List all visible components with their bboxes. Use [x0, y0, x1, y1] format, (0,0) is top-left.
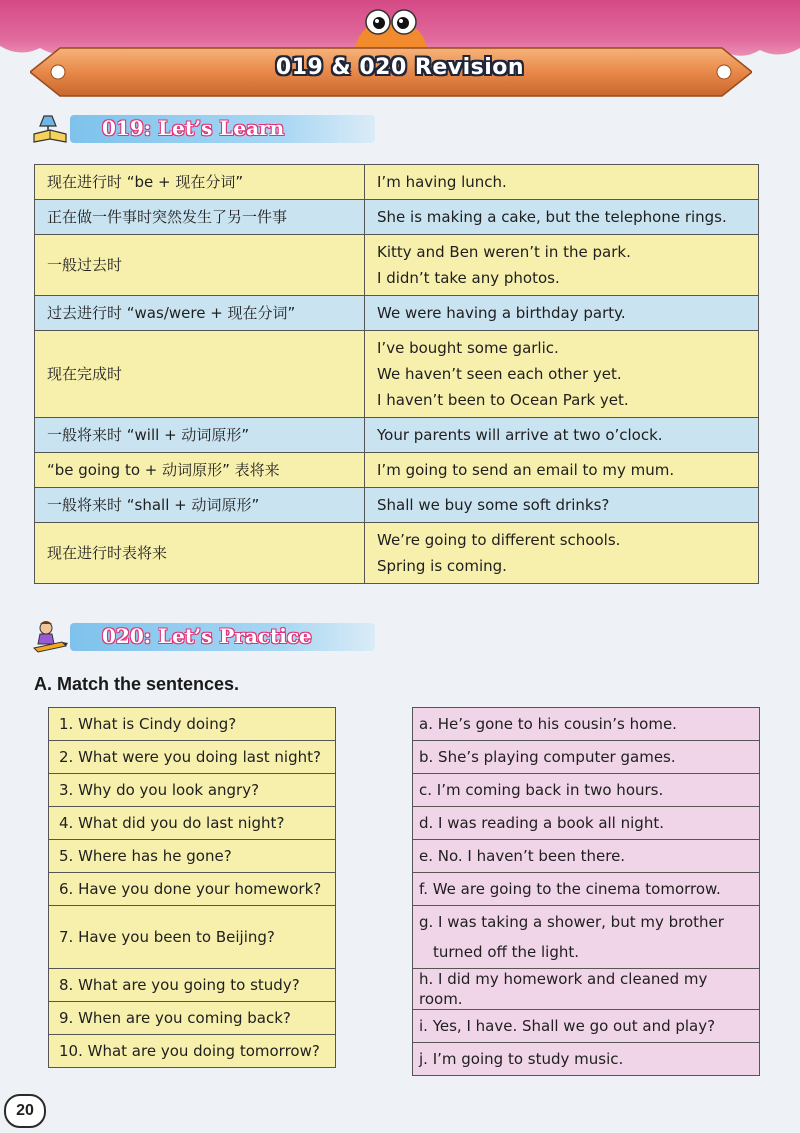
answer-line: g. I was taking a shower, but my brother [419, 913, 724, 931]
grammar-examples [365, 296, 759, 331]
grammar-row [35, 418, 759, 453]
question-row [49, 708, 336, 741]
grammar-examples [365, 235, 759, 296]
answer-row [413, 873, 760, 906]
example-sentence: Your parents will arrive at two o’clock. [377, 426, 663, 444]
question-row [49, 1002, 336, 1035]
grammar-examples [365, 488, 759, 523]
page-number: 20 [4, 1094, 46, 1128]
grammar-rule: 现在进行时表将来 [35, 523, 365, 584]
grammar-examples [365, 165, 759, 200]
practice-heading-text: 020: Let’s Practice [102, 624, 312, 648]
answer-text: h. I did my homework and cleaned my room. [413, 969, 760, 1010]
answer-text: a. He’s gone to his cousin’s home. [413, 708, 760, 741]
question-row [49, 969, 336, 1002]
example-sentence: I’ve bought some garlic. [377, 339, 559, 357]
question-row [49, 807, 336, 840]
question-row [49, 906, 336, 969]
grammar-table [34, 164, 759, 584]
question-text: 9. When are you coming back? [49, 1002, 336, 1035]
example-sentence: I didn’t take any photos. [377, 269, 560, 287]
answer-row [413, 708, 760, 741]
question-text: 6. Have you done your homework? [49, 873, 336, 906]
example-sentence: We’re going to different schools. [377, 531, 621, 549]
question-text: 10. What are you doing tomorrow? [49, 1035, 336, 1068]
grammar-row [35, 235, 759, 296]
learn-heading-text: 019: Let’s Learn [102, 116, 285, 140]
example-sentence: I’m going to send an email to my mum. [377, 461, 675, 479]
practice-section-heading [30, 620, 360, 654]
question-row [49, 873, 336, 906]
answer-row [413, 774, 760, 807]
answer-line-continued: turned off the light. [433, 943, 579, 961]
answer-row [413, 969, 760, 1010]
example-sentence: We were having a birthday party. [377, 304, 626, 322]
answer-row [413, 741, 760, 774]
answer-row [413, 1043, 760, 1076]
grammar-rule: 一般过去时 [35, 235, 365, 296]
answer-text: e. No. I haven’t been there. [413, 840, 760, 873]
grammar-row [35, 488, 759, 523]
grammar-rule: 现在进行时 “be + 现在分词” [35, 165, 365, 200]
example-sentence: She is making a cake, but the telephone rings. [377, 208, 727, 226]
example-sentence: Kitty and Ben weren’t in the park. [377, 243, 631, 261]
grammar-examples [365, 418, 759, 453]
answer-text: f. We are going to the cinema tomorrow. [413, 873, 760, 906]
learn-section-heading [30, 112, 360, 146]
pencil-kid-icon [30, 620, 70, 654]
example-sentence: We haven’t seen each other yet. [377, 365, 622, 383]
questions-table [48, 707, 336, 1068]
book-lamp-icon [30, 112, 70, 146]
answer-text: c. I’m coming back in two hours. [413, 774, 760, 807]
grammar-examples [365, 200, 759, 235]
question-text: 8. What are you going to study? [49, 969, 336, 1002]
answer-row [413, 1010, 760, 1043]
answer-row [413, 906, 760, 969]
grammar-row [35, 453, 759, 488]
grammar-rule: 现在完成时 [35, 331, 365, 418]
example-sentence: Shall we buy some soft drinks? [377, 496, 610, 514]
grammar-row [35, 165, 759, 200]
question-text: 2. What were you doing last night? [49, 741, 336, 774]
grammar-row [35, 296, 759, 331]
question-row [49, 840, 336, 873]
grammar-rule: 过去进行时 “was/were + 现在分词” [35, 296, 365, 331]
grammar-examples [365, 453, 759, 488]
page-title: 019 & 020 Revision [275, 55, 525, 80]
grammar-row [35, 523, 759, 584]
answer-text [413, 906, 760, 969]
grammar-examples [365, 523, 759, 584]
answer-row [413, 840, 760, 873]
question-row [49, 774, 336, 807]
question-text: 3. Why do you look angry? [49, 774, 336, 807]
question-row [49, 1035, 336, 1068]
question-row [49, 741, 336, 774]
answer-text: j. I’m going to study music. [413, 1043, 760, 1076]
grammar-rule: “be going to + 动词原形” 表将来 [35, 453, 365, 488]
grammar-row [35, 331, 759, 418]
grammar-rule: 一般将来时 “will + 动词原形” [35, 418, 365, 453]
answer-text: d. I was reading a book all night. [413, 807, 760, 840]
section-a-title: A. Match the sentences. [34, 674, 240, 694]
example-sentence: I haven’t been to Ocean Park yet. [377, 391, 629, 409]
answer-text: b. She’s playing computer games. [413, 741, 760, 774]
answer-row [413, 807, 760, 840]
question-text: 1. What is Cindy doing? [49, 708, 336, 741]
grammar-row [35, 200, 759, 235]
answer-text: i. Yes, I have. Shall we go out and play? [413, 1010, 760, 1043]
question-text: 5. Where has he gone? [49, 840, 336, 873]
example-sentence: I’m having lunch. [377, 173, 507, 191]
grammar-rule: 正在做一件事时突然发生了另一件事 [35, 200, 365, 235]
grammar-examples [365, 331, 759, 418]
answers-table [412, 707, 760, 1076]
example-sentence: Spring is coming. [377, 557, 507, 575]
question-text: 7. Have you been to Beijing? [49, 906, 336, 969]
grammar-rule: 一般将来时 “shall + 动词原形” [35, 488, 365, 523]
question-text: 4. What did you do last night? [49, 807, 336, 840]
